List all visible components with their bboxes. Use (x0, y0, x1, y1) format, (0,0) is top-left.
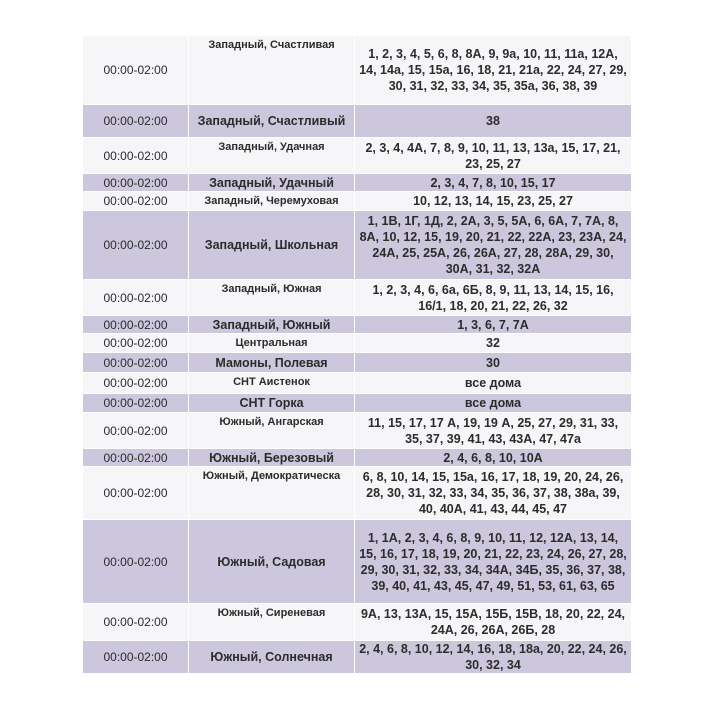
table-row (83, 105, 632, 138)
houses-cell: 11, 15, 17, 17 А, 19, 19 А, 25, 27, 29, 31, 33, 35, 37, 39, 41, 43, 43А, 47, 47а (355, 413, 632, 449)
street-cell: Западный, Черемуховая (189, 192, 355, 211)
table-body (83, 36, 632, 674)
time-cell: 00:00-02:00 (83, 413, 189, 449)
street-cell: Западный, Удачный (189, 174, 355, 192)
houses-cell: 1, 3, 6, 7, 7А (355, 316, 632, 334)
time-cell: 00:00-02:00 (83, 316, 189, 334)
time-cell: 00:00-02:00 (83, 604, 189, 641)
street-cell: Южный, Березовый (189, 449, 355, 467)
houses-cell: 2, 4, 6, 8, 10, 12, 14, 16, 18, 18а, 20, 22, 24, 26, 30, 32, 34 (355, 641, 632, 674)
table-row (83, 192, 632, 211)
houses-cell: 6, 8, 10, 14, 15, 15а, 16, 17, 18, 19, 20, 24, 26, 28, 30, 31, 32, 33, 34, 35, 36, 37, 38, 38а, 39, 40, 40А, 41, 43, 44, 45, 47 (355, 467, 632, 520)
time-cell: 00:00-02:00 (83, 373, 189, 394)
street-cell: Западный, Южный (189, 316, 355, 334)
time-cell: 00:00-02:00 (83, 211, 189, 280)
street-cell: Южный, Ангарская (189, 413, 355, 449)
street-cell: СНТ Аистенок (189, 373, 355, 394)
table-row (83, 316, 632, 334)
table-row (83, 280, 632, 316)
houses-cell: 1, 2, 3, 4, 5, 6, 8, 8А, 9, 9а, 10, 11, 11а, 12А, 14, 14а, 15, 15а, 16, 18, 21, 21а, 22, 24, 27, 29, 30, 31, 32, 33, 34, 35, 35а, 36, 38, 39 (355, 36, 632, 105)
houses-cell: 9А, 13, 13А, 15, 15А, 15Б, 15В, 18, 20, 22, 24, 24А, 26, 26А, 26Б, 28 (355, 604, 632, 641)
table-row (83, 641, 632, 674)
table-row (83, 520, 632, 604)
houses-cell: 1, 2, 3, 4, 6, 6а, 6Б, 8, 9, 11, 13, 14, 15, 16, 16/1, 18, 20, 21, 22, 26, 32 (355, 280, 632, 316)
time-cell: 00:00-02:00 (83, 334, 189, 353)
time-cell: 00:00-02:00 (83, 192, 189, 211)
houses-cell: 1, 1А, 2, 3, 4, 6, 8, 9, 10, 11, 12, 12А, 13, 14, 15, 16, 17, 18, 19, 20, 21, 22, 23, 24, 26, 27, 28, 29, 30, 31, 32, 33, 34, 34А, 34Б, 35, 36, 37, 38, 39, 40, 41, 43, 45, 47, 49, 51, 53, 61, 63, 65 (355, 520, 632, 604)
table-row (83, 467, 632, 520)
table-row (83, 174, 632, 192)
street-cell: Западный, Счастливый (189, 105, 355, 138)
table-row (83, 334, 632, 353)
time-cell: 00:00-02:00 (83, 520, 189, 604)
time-cell: 00:00-02:00 (83, 105, 189, 138)
street-cell: Центральная (189, 334, 355, 353)
time-cell: 00:00-02:00 (83, 138, 189, 174)
street-cell: Западный, Школьная (189, 211, 355, 280)
time-cell: 00:00-02:00 (83, 394, 189, 413)
houses-cell: 32 (355, 334, 632, 353)
table-row (83, 36, 632, 105)
houses-cell: 10, 12, 13, 14, 15, 23, 25, 27 (355, 192, 632, 211)
time-cell: 00:00-02:00 (83, 353, 189, 373)
table-row (83, 394, 632, 413)
time-cell: 00:00-02:00 (83, 467, 189, 520)
houses-cell: все дома (355, 394, 632, 413)
time-cell: 00:00-02:00 (83, 174, 189, 192)
time-cell: 00:00-02:00 (83, 641, 189, 674)
street-cell: Южный, Сиреневая (189, 604, 355, 641)
table-row (83, 413, 632, 449)
street-cell: Южный, Демократическа (189, 467, 355, 520)
street-cell: Западный, Удачная (189, 138, 355, 174)
time-cell: 00:00-02:00 (83, 36, 189, 105)
table-row (83, 353, 632, 373)
street-cell: Западный, Южная (189, 280, 355, 316)
houses-cell: все дома (355, 373, 632, 394)
time-cell: 00:00-02:00 (83, 280, 189, 316)
table-row (83, 604, 632, 641)
houses-cell: 30 (355, 353, 632, 373)
houses-cell: 2, 3, 4, 7, 8, 10, 15, 17 (355, 174, 632, 192)
table-row (83, 138, 632, 174)
table-row (83, 449, 632, 467)
houses-cell: 1, 1В, 1Г, 1Д, 2, 2А, 3, 5, 5А, 6, 6А, 7, 7А, 8, 8А, 10, 12, 15, 19, 20, 21, 22, 22А, 23, 23А, 24, 24А, 25, 25А, 26, 26А, 27, 28, 28А, 29, 30, 30А, 31, 32, 32А (355, 211, 632, 280)
street-cell: Западный, Счастливая (189, 36, 355, 105)
street-cell: Южный, Солнечная (189, 641, 355, 674)
street-cell: СНТ Горка (189, 394, 355, 413)
time-cell: 00:00-02:00 (83, 449, 189, 467)
street-cell: Мамоны, Полевая (189, 353, 355, 373)
houses-cell: 38 (355, 105, 632, 138)
street-cell: Южный, Садовая (189, 520, 355, 604)
outage-schedule-table (82, 35, 632, 674)
table-row (83, 211, 632, 280)
houses-cell: 2, 4, 6, 8, 10, 10А (355, 449, 632, 467)
houses-cell: 2, 3, 4, 4А, 7, 8, 9, 10, 11, 13, 13а, 15, 17, 21, 23, 25, 27 (355, 138, 632, 174)
table-row (83, 373, 632, 394)
